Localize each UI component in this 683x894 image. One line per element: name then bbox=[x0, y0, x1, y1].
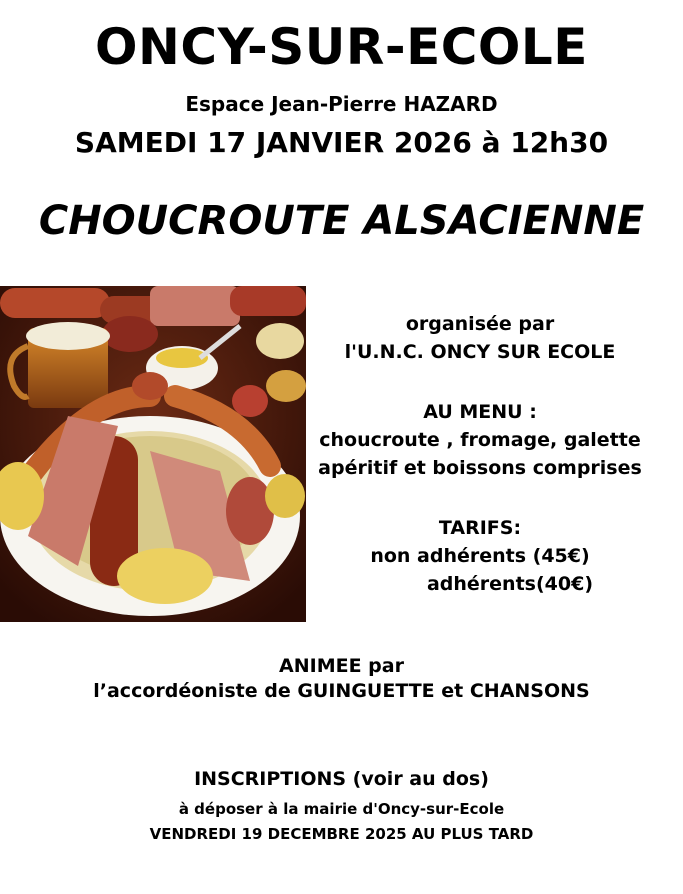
menu-line2: apéritif et boissons comprises bbox=[318, 457, 642, 479]
entertainment-detail: l’accordéoniste de GUINGUETTE et CHANSONS bbox=[93, 680, 590, 702]
registration-location: à déposer à la mairie d'Oncy-sur-Ecole bbox=[178, 800, 505, 818]
registration-title: INSCRIPTIONS (voir au dos) bbox=[194, 768, 489, 790]
tarif-members: adhérents(40€) bbox=[426, 573, 594, 595]
organizer-line1: organisée par bbox=[405, 313, 555, 335]
tarif-non-members: non adhérents (45€) bbox=[370, 545, 590, 567]
menu-title: AU MENU : bbox=[423, 401, 537, 423]
registration-deadline: VENDREDI 19 DECEMBRE 2025 AU PLUS TARD bbox=[149, 825, 534, 843]
event-title: CHOUCROUTE ALSACIENNE bbox=[38, 198, 645, 244]
choucroute-photo bbox=[0, 286, 306, 622]
event-date: SAMEDI 17 JANVIER 2026 à 12h30 bbox=[74, 126, 609, 159]
tarifs-block bbox=[310, 514, 650, 598]
venue-name: Espace Jean-Pierre HAZARD bbox=[185, 92, 498, 116]
menu-block bbox=[310, 398, 650, 482]
entertainment-title: ANIMEE par bbox=[279, 655, 404, 677]
menu-line1: choucroute , fromage, galette bbox=[319, 429, 641, 451]
town-title: ONCY-SUR-ECOLE bbox=[95, 18, 588, 76]
tarifs-title: TARIFS: bbox=[438, 517, 522, 539]
organizer-block bbox=[310, 310, 650, 366]
organizer-line2: l'U.N.C. ONCY SUR ECOLE bbox=[344, 341, 616, 363]
